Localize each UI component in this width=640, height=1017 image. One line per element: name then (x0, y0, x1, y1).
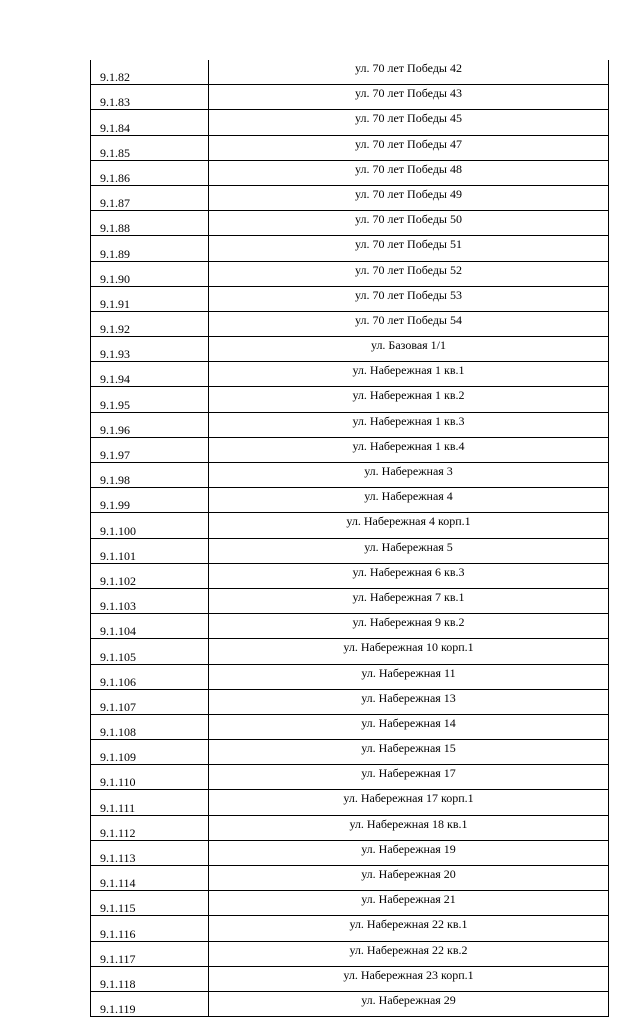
address-cell: ул. Набережная 3 (209, 463, 609, 488)
row-number-cell: 9.1.112 (91, 815, 209, 840)
table-row (91, 614, 609, 639)
address-cell: ул. Набережная 4 (209, 488, 609, 513)
address-cell: ул. Набережная 21 (209, 891, 609, 916)
row-number-cell: 9.1.89 (91, 236, 209, 261)
table-row (91, 185, 609, 210)
address-cell: ул. 70 лет Победы 48 (209, 160, 609, 185)
table-row (91, 714, 609, 739)
address-cell: ул. Набережная 9 кв.2 (209, 614, 609, 639)
row-number-cell: 9.1.97 (91, 437, 209, 462)
address-cell: ул. Набережная 22 кв.2 (209, 941, 609, 966)
row-number-cell: 9.1.83 (91, 85, 209, 110)
table-row (91, 891, 609, 916)
row-number-cell: 9.1.98 (91, 463, 209, 488)
table-row (91, 437, 609, 462)
table-row (91, 337, 609, 362)
row-number-cell: 9.1.96 (91, 412, 209, 437)
row-number-cell: 9.1.99 (91, 488, 209, 513)
address-cell: ул. Набережная 5 (209, 538, 609, 563)
table-row (91, 966, 609, 991)
table-row (91, 311, 609, 336)
address-cell: ул. Набережная 17 (209, 765, 609, 790)
table-row (91, 286, 609, 311)
row-number-cell: 9.1.109 (91, 740, 209, 765)
address-cell: ул. 70 лет Победы 43 (209, 85, 609, 110)
table-row (91, 211, 609, 236)
row-number-cell: 9.1.104 (91, 614, 209, 639)
address-cell: ул. Набережная 10 корп.1 (209, 639, 609, 664)
table-row (91, 261, 609, 286)
table-row (91, 236, 609, 261)
row-number-cell: 9.1.114 (91, 866, 209, 891)
row-number-cell: 9.1.82 (91, 60, 209, 85)
row-number-cell: 9.1.85 (91, 135, 209, 160)
address-cell: ул. Базовая 1/1 (209, 337, 609, 362)
address-cell: ул. Набережная 14 (209, 714, 609, 739)
table-row (91, 387, 609, 412)
address-table (90, 60, 609, 1017)
address-cell: ул. Набережная 1 кв.2 (209, 387, 609, 412)
table-row (91, 85, 609, 110)
row-number-cell: 9.1.101 (91, 538, 209, 563)
row-number-cell: 9.1.118 (91, 966, 209, 991)
table-row (91, 488, 609, 513)
address-cell: ул. Набережная 6 кв.3 (209, 563, 609, 588)
table-row (91, 60, 609, 85)
address-cell: ул. Набережная 29 (209, 991, 609, 1016)
address-cell: ул. 70 лет Победы 42 (209, 60, 609, 85)
table-row (91, 563, 609, 588)
address-cell: ул. 70 лет Победы 54 (209, 311, 609, 336)
address-cell: ул. 70 лет Победы 51 (209, 236, 609, 261)
table-row (91, 588, 609, 613)
address-cell: ул. Набережная 18 кв.1 (209, 815, 609, 840)
row-number-cell: 9.1.88 (91, 211, 209, 236)
table-row (91, 689, 609, 714)
address-cell: ул. Набережная 11 (209, 664, 609, 689)
row-number-cell: 9.1.84 (91, 110, 209, 135)
row-number-cell: 9.1.95 (91, 387, 209, 412)
table-row (91, 513, 609, 538)
row-number-cell: 9.1.94 (91, 362, 209, 387)
row-number-cell: 9.1.108 (91, 714, 209, 739)
table-row (91, 790, 609, 815)
table-row (91, 740, 609, 765)
address-cell: ул. 70 лет Победы 47 (209, 135, 609, 160)
address-cell: ул. 70 лет Победы 45 (209, 110, 609, 135)
table-row (91, 362, 609, 387)
row-number-cell: 9.1.110 (91, 765, 209, 790)
row-number-cell: 9.1.116 (91, 916, 209, 941)
table-row (91, 991, 609, 1016)
table-row (91, 916, 609, 941)
row-number-cell: 9.1.113 (91, 840, 209, 865)
row-number-cell: 9.1.105 (91, 639, 209, 664)
table-row (91, 941, 609, 966)
address-cell: ул. Набережная 7 кв.1 (209, 588, 609, 613)
row-number-cell: 9.1.93 (91, 337, 209, 362)
address-cell: ул. 70 лет Победы 52 (209, 261, 609, 286)
row-number-cell: 9.1.107 (91, 689, 209, 714)
table-row (91, 840, 609, 865)
row-number-cell: 9.1.92 (91, 311, 209, 336)
row-number-cell: 9.1.86 (91, 160, 209, 185)
table-row (91, 866, 609, 891)
address-cell: ул. Набережная 1 кв.4 (209, 437, 609, 462)
table-row (91, 538, 609, 563)
row-number-cell: 9.1.119 (91, 991, 209, 1016)
address-cell: ул. Набережная 1 кв.1 (209, 362, 609, 387)
table-row (91, 463, 609, 488)
address-cell: ул. 70 лет Победы 53 (209, 286, 609, 311)
row-number-cell: 9.1.90 (91, 261, 209, 286)
table-row (91, 135, 609, 160)
row-number-cell: 9.1.103 (91, 588, 209, 613)
address-cell: ул. Набережная 4 корп.1 (209, 513, 609, 538)
table-row (91, 412, 609, 437)
table-row (91, 110, 609, 135)
row-number-cell: 9.1.91 (91, 286, 209, 311)
row-number-cell: 9.1.102 (91, 563, 209, 588)
row-number-cell: 9.1.117 (91, 941, 209, 966)
address-cell: ул. Набережная 23 корп.1 (209, 966, 609, 991)
address-table-body (91, 60, 609, 1017)
address-cell: ул. Набережная 22 кв.1 (209, 916, 609, 941)
table-row (91, 639, 609, 664)
address-cell: ул. Набережная 15 (209, 740, 609, 765)
row-number-cell: 9.1.100 (91, 513, 209, 538)
address-cell: ул. Набережная 19 (209, 840, 609, 865)
table-row (91, 765, 609, 790)
table-row (91, 160, 609, 185)
address-cell: ул. 70 лет Победы 49 (209, 185, 609, 210)
table-row (91, 664, 609, 689)
row-number-cell: 9.1.111 (91, 790, 209, 815)
address-cell: ул. Набережная 20 (209, 866, 609, 891)
address-cell: ул. Набережная 1 кв.3 (209, 412, 609, 437)
row-number-cell: 9.1.87 (91, 185, 209, 210)
table-row (91, 815, 609, 840)
address-cell: ул. Набережная 13 (209, 689, 609, 714)
address-cell: ул. 70 лет Победы 50 (209, 211, 609, 236)
row-number-cell: 9.1.106 (91, 664, 209, 689)
address-cell: ул. Набережная 17 корп.1 (209, 790, 609, 815)
row-number-cell: 9.1.115 (91, 891, 209, 916)
